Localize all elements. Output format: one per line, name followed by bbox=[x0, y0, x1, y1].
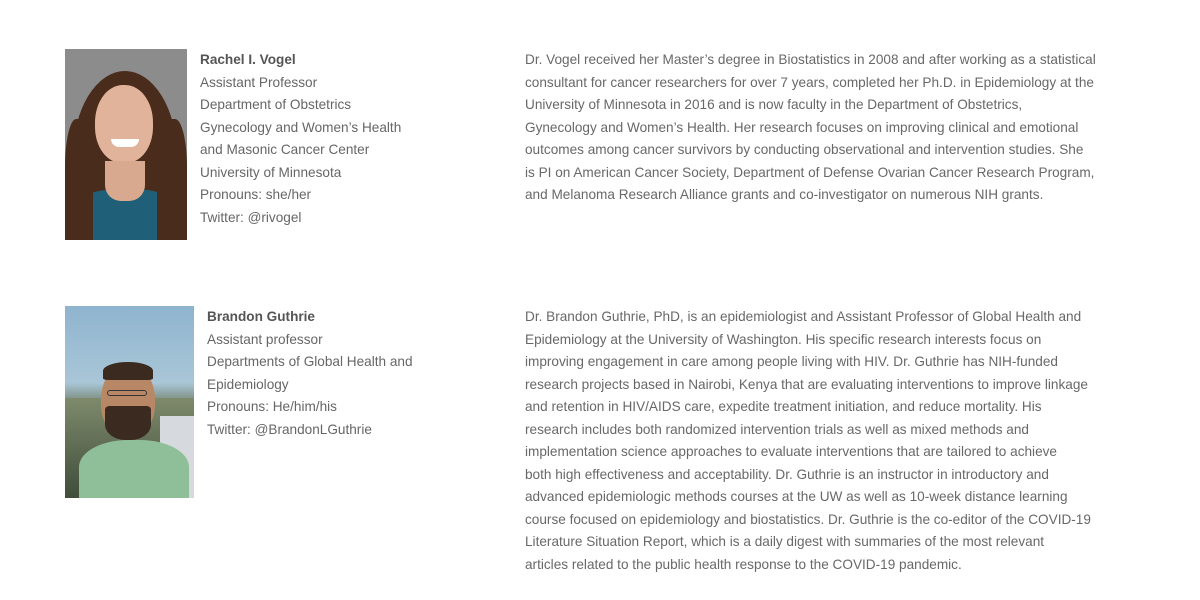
bio-line: research includes both randomized intervention trials as well as mixed methods and bbox=[525, 421, 1029, 437]
profile-twitter[interactable]: Twitter: @rivogel bbox=[200, 209, 302, 225]
bio-line: Dr. Vogel received her Master’s degree in Biostatistics in 2008 and after working as a statistical bbox=[525, 52, 1096, 67]
bio-line: advanced epidemiologic methods courses at the UW as well as 10-week distance learning bbox=[525, 489, 1068, 504]
profile-bio bbox=[525, 49, 1096, 207]
profile-department: Gynecology and Women’s Health bbox=[200, 119, 402, 135]
bio-line: is PI on American Cancer Society, Department of Defense Ovarian Cancer Research Program, bbox=[525, 164, 1095, 180]
bio-line: and Melanoma Research Alliance grants and co-investigator on numerous NIH grants. bbox=[525, 187, 1044, 202]
profile-pronouns: Pronouns: He/him/his bbox=[207, 399, 337, 414]
profile-department: Departments of Global Health and bbox=[207, 354, 413, 369]
bio-line: research projects based in Nairobi, Kenya that are evaluating interventions to improve linkage bbox=[525, 376, 1088, 392]
profile-bio bbox=[525, 306, 1091, 576]
profile-photo bbox=[65, 49, 187, 240]
profile-name: Brandon Guthrie bbox=[207, 309, 315, 324]
profile-department: Epidemiology bbox=[207, 376, 289, 392]
profile-brandon-guthrie bbox=[0, 306, 1200, 576]
profile-center: and Masonic Cancer Center bbox=[200, 142, 370, 157]
profile-info bbox=[207, 306, 413, 441]
bio-line: articles related to the public health response to the COVID-19 pandemic. bbox=[525, 556, 962, 572]
profile-institution: University of Minnesota bbox=[200, 164, 342, 180]
bio-line: outcomes among cancer survivors by conducting observational and intervention studies. She bbox=[525, 142, 1084, 157]
profile-title: Assistant Professor bbox=[200, 74, 318, 90]
bio-line: improving engagement in care among people living with HIV. Dr. Guthrie has NIH-funded bbox=[525, 354, 1058, 369]
bio-line: course focused on epidemiology and biostatistics. Dr. Guthrie is the co-editor of the COVID-19 bbox=[525, 511, 1091, 527]
bio-line: Literature Situation Report, which is a daily digest with summaries of the most relevant bbox=[525, 534, 1045, 549]
profile-info bbox=[200, 49, 401, 229]
bio-line: Gynecology and Women’s Health. Her research focuses on improving clinical and emotional bbox=[525, 119, 1079, 135]
bio-line: both high effectiveness and acceptability. Dr. Guthrie is an instructor in introductory and bbox=[525, 466, 1049, 482]
bio-line: Dr. Brandon Guthrie, PhD, is an epidemiologist and Assistant Professor of Global Health and bbox=[525, 309, 1082, 324]
profile-name: Rachel I. Vogel bbox=[200, 52, 296, 67]
profile-photo bbox=[65, 306, 194, 498]
bio-line: University of Minnesota in 2016 and is now faculty in the Department of Obstetrics, bbox=[525, 97, 1023, 112]
bio-line: Epidemiology at the University of Washington. His specific research interests focus on bbox=[525, 331, 1042, 347]
bio-line: implementation science approaches to evaluate interventions that are tailored to achieve bbox=[525, 444, 1057, 459]
bio-line: consultant for cancer researchers for over 7 years, completed her Ph.D. in Epidemiology at the bbox=[525, 74, 1094, 90]
profile-twitter[interactable]: Twitter: @BrandonLGuthrie bbox=[207, 421, 372, 437]
bio-line: and retention in HIV/AIDS care, expedite treatment initiation, and reduce mortality. His bbox=[525, 399, 1042, 414]
profile-department: Department of Obstetrics bbox=[200, 97, 352, 112]
profile-title: Assistant professor bbox=[207, 331, 323, 347]
profile-pronouns: Pronouns: she/her bbox=[200, 187, 312, 202]
profile-rachel-vogel bbox=[0, 49, 1200, 240]
